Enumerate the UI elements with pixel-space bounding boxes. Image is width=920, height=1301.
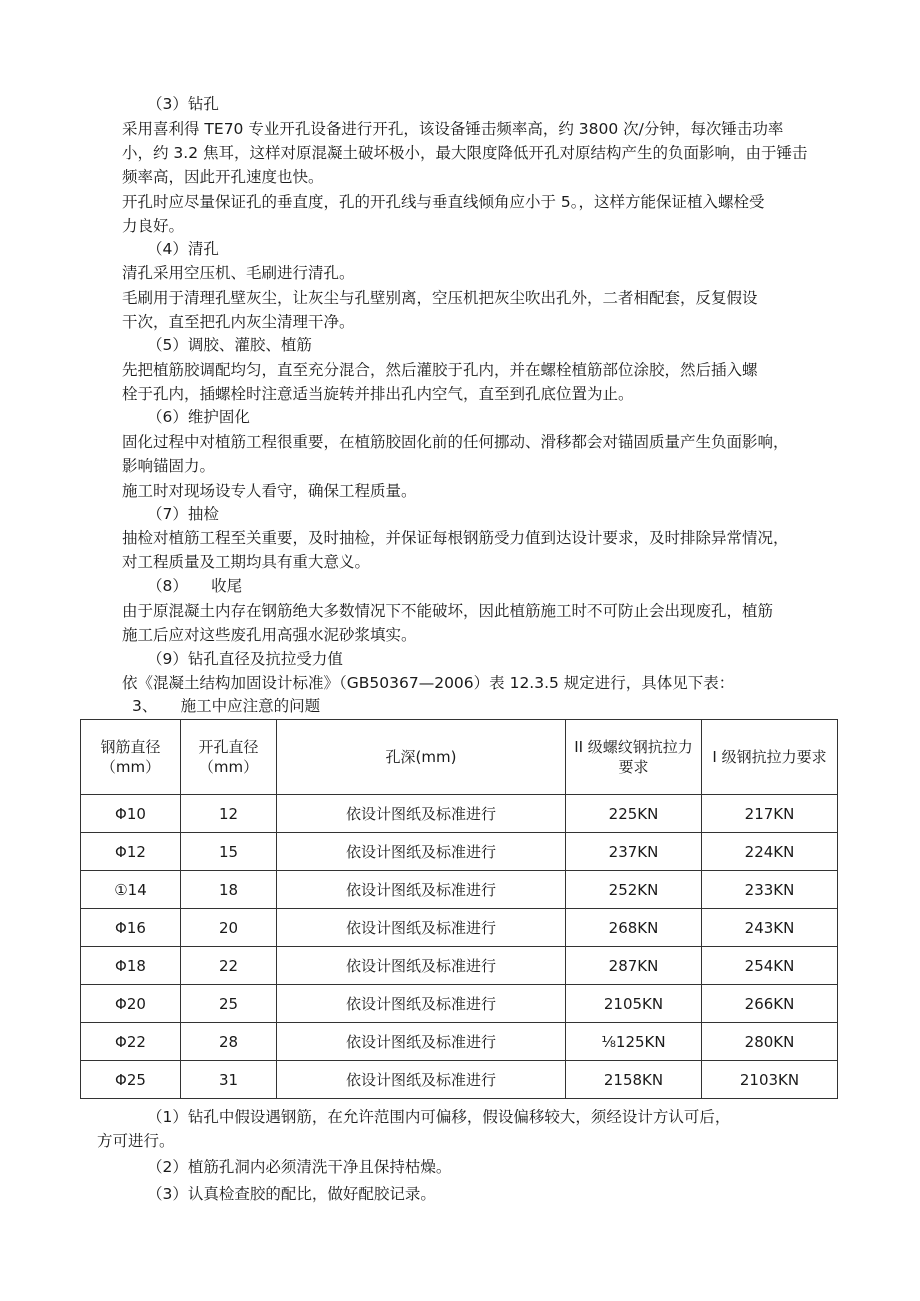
table-cell: 依设计图纸及标准进行 bbox=[277, 871, 566, 909]
paragraph-line: 干次，直至把孔内灰尘清理干净。 bbox=[122, 313, 355, 331]
paragraph-line: 施工后应对这些废孔用高强水泥砂浆填实。 bbox=[122, 626, 417, 644]
table-row bbox=[81, 985, 838, 1023]
paragraph-line: 影响锚固力。 bbox=[122, 457, 216, 475]
table-cell: 2158KN bbox=[566, 1061, 702, 1099]
table-cell: 252KN bbox=[566, 871, 702, 909]
paragraph-line: 对工程质量及工期均具有重大意义。 bbox=[122, 553, 371, 571]
table-cell: 依设计图纸及标准进行 bbox=[277, 985, 566, 1023]
table-cell: 31 bbox=[181, 1061, 277, 1099]
table-row bbox=[81, 1061, 838, 1099]
table-cell: 254KN bbox=[702, 947, 838, 985]
note-item-3: （3）认真检查胶的配比，做好配胶记录。 bbox=[147, 1185, 436, 1203]
paragraph-line: 频率高，因此开孔速度也快。 bbox=[122, 168, 324, 186]
paragraph-line: 开孔时应尽量保证孔的垂直度，孔的开孔线与垂直线倾角应小于 5。，这样方能保证植入螺栓受 bbox=[122, 193, 765, 211]
table-cell: Φ25 bbox=[81, 1061, 181, 1099]
table-row bbox=[81, 871, 838, 909]
header-cell: 钢筋直径（mm） bbox=[81, 720, 181, 795]
table-row bbox=[81, 947, 838, 985]
paragraph-line: 施工时对现场设专人看守，确保工程质量。 bbox=[122, 482, 417, 500]
header-cell: 开孔直径（mm） bbox=[181, 720, 277, 795]
table-cell: 224KN bbox=[702, 833, 838, 871]
header-cell: I 级钢抗拉力要求 bbox=[702, 720, 838, 795]
note-item-1-cont: 方可进行。 bbox=[97, 1132, 175, 1150]
paragraph-line: 栓于孔内，插螺栓时注意适当旋转并排出孔内空气，直至到孔底位置为止。 bbox=[122, 385, 634, 403]
table-cell: 2103KN bbox=[702, 1061, 838, 1099]
paragraph-line: 固化过程中对植筋工程很重要，在植筋胶固化前的任何挪动、滑移都会对锚固质量产生负面影响， bbox=[122, 433, 789, 451]
table-cell: 268KN bbox=[566, 909, 702, 947]
table-cell: Φ20 bbox=[81, 985, 181, 1023]
table-cell: Φ12 bbox=[81, 833, 181, 871]
paragraph-line: 清孔采用空压机、毛刷进行清孔。 bbox=[122, 264, 355, 282]
paragraph-line: 力良好。 bbox=[122, 217, 185, 235]
paragraph-line: 毛刷用于清理孔壁灰尘，让灰尘与孔壁别离，空压机把灰尘吹出孔外，二者相配套，反复假设 bbox=[122, 289, 758, 307]
rebar-spec-table bbox=[80, 719, 838, 1099]
table-cell: 25 bbox=[181, 985, 277, 1023]
table-cell: 225KN bbox=[566, 795, 702, 833]
table-cell: 12 bbox=[181, 795, 277, 833]
table-cell: 依设计图纸及标准进行 bbox=[277, 795, 566, 833]
table-cell: 233KN bbox=[702, 871, 838, 909]
section-heading-clean: （4）清孔 bbox=[147, 240, 219, 258]
table-row bbox=[81, 795, 838, 833]
paragraph-line: 抽检对植筋工程至关重要，及时抽检，并保证每根钢筋受力值到达设计要求，及时排除异常情况， bbox=[122, 529, 789, 547]
header-cell: II 级螺纹钢抗拉力要求 bbox=[566, 720, 702, 795]
table-cell: 18 bbox=[181, 871, 277, 909]
note-item-2: （2）植筋孔洞内必须清洗干净且保持枯燥。 bbox=[147, 1158, 452, 1176]
header-cell: 孔深(mm) bbox=[277, 720, 566, 795]
table-cell: 287KN bbox=[566, 947, 702, 985]
table-cell: ⅛125KN bbox=[566, 1023, 702, 1061]
table-cell: 依设计图纸及标准进行 bbox=[277, 909, 566, 947]
table-cell: 依设计图纸及标准进行 bbox=[277, 833, 566, 871]
table-header-row bbox=[81, 720, 838, 795]
section-heading-finish: （8） 收尾 bbox=[147, 577, 243, 595]
section-heading-glue: （5）调胶、灌胶、植筋 bbox=[147, 336, 312, 354]
section-heading-notes: 3、 施工中应注意的问题 bbox=[132, 697, 321, 715]
paragraph-line: 采用喜利得 TE70 专业开孔设备进行开孔，该设备锤击频率高，约 3800 次/分钟，每次锤击功率 bbox=[122, 120, 784, 138]
section-heading-drill: （3）钻孔 bbox=[147, 95, 219, 113]
section-heading-check: （7）抽检 bbox=[147, 505, 219, 523]
paragraph-line: 由于原混凝土内存在钢筋绝大多数情况下不能破坏，因此植筋施工时不可防止会出现废孔，植筋 bbox=[122, 602, 774, 620]
table-cell: Φ18 bbox=[81, 947, 181, 985]
table-cell: 2105KN bbox=[566, 985, 702, 1023]
table-cell: 217KN bbox=[702, 795, 838, 833]
table-cell: ①14 bbox=[81, 871, 181, 909]
table-cell: Φ22 bbox=[81, 1023, 181, 1061]
table-row bbox=[81, 833, 838, 871]
table-cell: 15 bbox=[181, 833, 277, 871]
table-cell: 280KN bbox=[702, 1023, 838, 1061]
table-cell: Φ10 bbox=[81, 795, 181, 833]
table-cell: Φ16 bbox=[81, 909, 181, 947]
table-cell: 28 bbox=[181, 1023, 277, 1061]
table-row bbox=[81, 1023, 838, 1061]
section-heading-diameter: （9）钻孔直径及抗拉受力值 bbox=[147, 650, 343, 668]
paragraph-line: 小，约 3.2 焦耳，这样对原混凝土破坏极小，最大限度降低开孔对原结构产生的负面影响，由于锤击 bbox=[122, 144, 808, 162]
table-row bbox=[81, 909, 838, 947]
table-cell: 依设计图纸及标准进行 bbox=[277, 1061, 566, 1099]
table-cell: 266KN bbox=[702, 985, 838, 1023]
section-heading-cure: （6）维护固化 bbox=[147, 408, 250, 426]
table-cell: 22 bbox=[181, 947, 277, 985]
paragraph-line: 先把植筋胶调配均匀，直至充分混合，然后灌胶于孔内，并在螺栓植筋部位涂胶，然后插入螺 bbox=[122, 361, 758, 379]
table-cell: 237KN bbox=[566, 833, 702, 871]
table-cell: 依设计图纸及标准进行 bbox=[277, 947, 566, 985]
paragraph-line: 依《混凝土结构加固设计标准》（GB50367—2006）表 12.3.5 规定进行，具体见下表： bbox=[122, 674, 735, 692]
note-item-1: （1）钻孔中假设遇钢筋，在允许范围内可偏移，假设偏移较大，须经设计方认可后， bbox=[147, 1108, 731, 1126]
table-cell: 243KN bbox=[702, 909, 838, 947]
table-cell: 依设计图纸及标准进行 bbox=[277, 1023, 566, 1061]
table-cell: 20 bbox=[181, 909, 277, 947]
